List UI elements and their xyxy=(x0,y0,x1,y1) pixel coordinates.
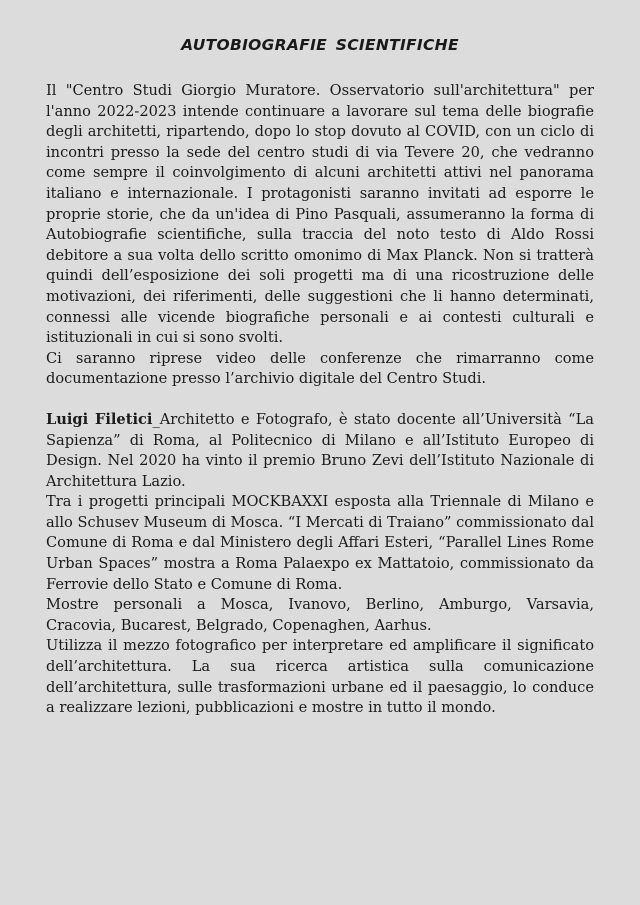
intro-section xyxy=(46,81,594,390)
bio-first-paragraph-text: Architetto e Fotografo, è stato docente all’Università “La Sapienza” di Roma, al Politecnico di Milano e all’Istituto Europeo di Design. Nel 2020 ha vinto il premio Bruno Zevi dell’Istituto Nazionale di Architettura Lazio. xyxy=(46,410,594,490)
bio-section xyxy=(46,410,594,719)
bio-paragraph-3: Mostre personali a Mosca, Ivanovo, Berlino, Amburgo, Varsavia, Cracovia, Bucarest, Belgrado, Copenaghen, Aarhus. xyxy=(46,596,594,634)
bio-paragraph-1 xyxy=(46,410,594,492)
bio-paragraph-2: Tra i progetti principali MOCKBAXXI esposta alla Triennale di Milano e allo Schusev Museum di Mosca. “I Mercati di Traiano” commissionato dal Comune di Roma e dal Ministero degli Affari Esteri, “Parallel Lines Rome Urban Spaces” mostra a Roma Palaexpo ex Mattatoio, commissionato da Ferrovie dello Stato e Comune di Roma. xyxy=(46,493,594,593)
bio-separator: _ xyxy=(152,410,160,428)
document-title: AUTOBIOGRAFIE SCIENTIFICHE xyxy=(181,36,459,54)
bio-name: Luigi Filetici xyxy=(46,410,153,428)
section-gap xyxy=(46,390,594,410)
intro-paragraph-1: Il "Centro Studi Giorgio Muratore. Osservatorio sull'architettura" per l'anno 2022-2023 intende continuare a lavorare sul tema delle biografie degli architetti, ripartendo, dopo lo stop dovuto al COVID, con un ciclo di incontri presso la sede del centro studi di via Tevere 20, che vedranno come sempre il coinvolgimento di alcuni architetti attivi nel panorama italiano e internazionale. I protagonisti saranno invitati ad esporre le proprie storie, che da un'idea di Pino Pasquali, assumeranno la forma di Autobiografie scientifiche, sulla traccia del noto testo di Aldo Rossi debitore a sua volta dello scritto omonimo di Max Planck. Non si tratterà quindi dell’esposizione dei soli progetti ma di una ricostruzione delle motivazioni, dei riferimenti, delle suggestioni che li hanno determinati, connessi alle vicende biografiche personali e ai contesti culturali e istituzionali in cui si sono svolti. xyxy=(46,82,594,347)
intro-paragraph-2: Ci saranno riprese video delle conferenze che rimarranno come documentazione presso l’archivio digitale del Centro Studi. xyxy=(46,349,594,388)
bio-paragraph-4: Utilizza il mezzo fotografico per interpretare ed amplificare il significato dell’architettura. La sua ricerca artistica sulla comunicazione dell’architettura, sulle trasformazioni urbane ed il paesaggio, lo conduce a realizzare lezioni, pubblicazioni e mostre in tutto il mondo. xyxy=(46,637,594,717)
